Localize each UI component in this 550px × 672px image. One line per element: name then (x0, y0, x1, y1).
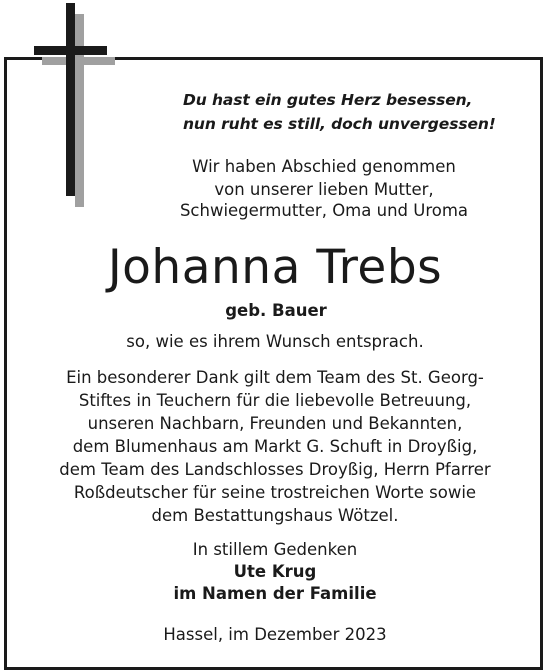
intro-line-3: Schwiegermutter, Oma und Uroma (179, 201, 469, 220)
maiden-name: geb. Bauer (225, 301, 327, 320)
intro-line-1: Wir haben Abschied genommen (192, 157, 456, 176)
intro-line-2: von unserer lieben Mutter, (214, 180, 434, 199)
thanks-line-6: Roßdeutscher für seine trostreichen Worte sowie (73, 483, 477, 502)
signer-name: Ute Krug (233, 562, 317, 581)
thanks-line-5: dem Team des Landschlosses Droyßig, Herrn Pfarrer (59, 460, 491, 479)
signer-note: im Namen der Familie (173, 584, 377, 603)
verse-line-1: Du hast ein gutes Herz besessen, (183, 91, 473, 109)
cross-horizontal-beam (34, 46, 107, 55)
verse-line-2: nun ruht es still, doch unvergessen! (183, 115, 496, 133)
thanks-line-3: unseren Nachbarn, Freunden und Bekannten, (87, 414, 463, 433)
thanks-line-7: dem Bestattungshaus Wötzel. (151, 506, 399, 525)
closing-line: In stillem Gedenken (192, 540, 358, 559)
cross-shadow-horizontal (42, 57, 115, 65)
place-date: Hassel, im Dezember 2023 (163, 625, 387, 644)
wish-line: so, wie es ihrem Wunsch entsprach. (126, 332, 424, 351)
thanks-line-1: Ein besonderer Dank gilt dem Team des St. Georg- (66, 368, 484, 387)
deceased-name: Johanna Trebs (107, 240, 443, 295)
thanks-line-4: dem Blumenhaus am Markt G. Schuft in Droyßig, (72, 437, 478, 456)
thanks-line-2: Stiftes in Teuchern für die liebevolle Betreuung, (78, 391, 472, 410)
cross-shadow-vertical (75, 14, 84, 207)
